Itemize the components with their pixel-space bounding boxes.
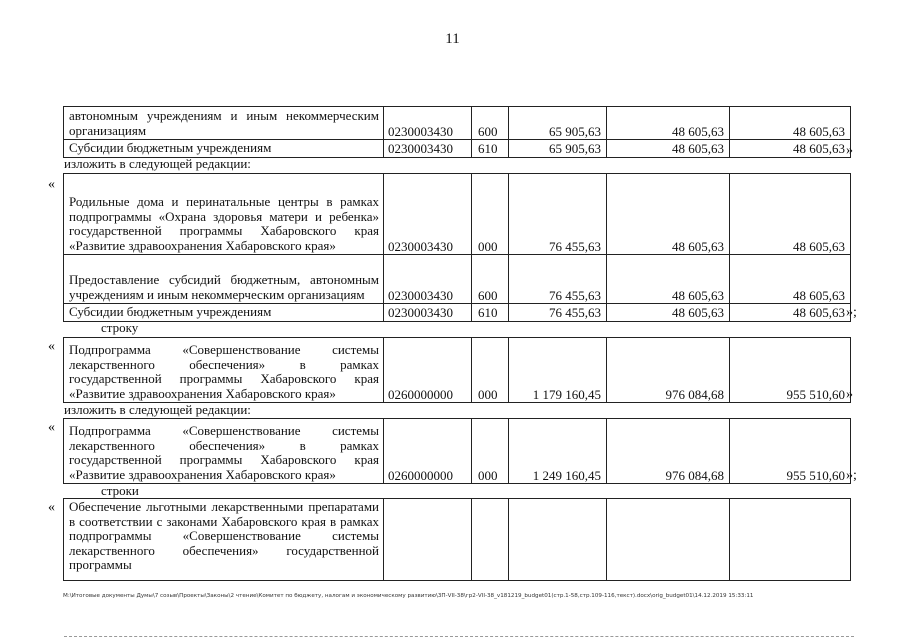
file-path-footer: М:\Итоговые документы Думы\7 созыв\Проекты\Законы\2 чтение\Комитет по бюджету, налогам и экономическому развитию\3П-VII-38\гр2-VII-38_v181219_budget01(стр.1-58,стр.109-116,текст).docx\orig_budget01\14.12.2019 15:33:11 [63,593,754,599]
budget-table-5 [63,498,851,581]
row-code: 0230003430 [384,107,472,140]
row-name: Субсидии бюджетным учреждениям [64,304,384,322]
row-code [384,499,472,581]
row-amount-1: 65 905,63 [509,107,607,140]
row-expense-type: 600 [472,255,509,304]
table-row [64,304,851,322]
row-amount-1 [509,499,607,581]
row-amount-2 [607,499,730,581]
budget-table-4 [63,418,851,484]
row-amount-2: 48 605,63 [607,107,730,140]
row-expense-type: 000 [472,338,509,403]
row-amount-3: 955 510,60 [730,338,851,403]
budget-table-2 [63,173,851,322]
row-amount-3: 48 605,63 [730,255,851,304]
row-code: 0230003430 [384,304,472,322]
table-row [64,174,851,255]
row-name: автономным учреждениям и иным некоммерческим организациям [64,107,384,140]
row-code: 0260000000 [384,338,472,403]
row-amount-1: 76 455,63 [509,304,607,322]
closing-quote: »; [846,305,857,320]
row-amount-1: 1 249 160,45 [509,419,607,484]
divider [64,636,854,637]
line-caption: строку [101,320,139,335]
row-name: Субсидии бюджетным учреждениям [64,140,384,158]
table-row [64,107,851,140]
opening-quote: « [48,500,55,515]
row-amount-1: 76 455,63 [509,174,607,255]
row-name: Подпрограмма «Совершенствование системы лекарственного обеспечения» в рамках государственной программы Хабаровского края «Развитие здравоохранения Хабаровского края» [64,419,384,484]
budget-table-3 [63,337,851,403]
row-expense-type: 610 [472,140,509,158]
row-amount-1: 65 905,63 [509,140,607,158]
opening-quote: « [48,177,55,192]
row-amount-2: 976 084,68 [607,419,730,484]
row-code: 0230003430 [384,255,472,304]
budget-table-1 [63,106,851,158]
row-code: 0230003430 [384,174,472,255]
row-amount-2: 48 605,63 [607,304,730,322]
page-number: 11 [445,31,460,47]
closing-quote: » [846,387,853,402]
closing-quote: »; [846,468,857,483]
row-amount-3: 48 605,63 [730,174,851,255]
table-row [64,499,851,581]
row-amount-3: 48 605,63 [730,140,851,158]
row-name: Подпрограмма «Совершенствование системы лекарственного обеспечения» в рамках государственной программы Хабаровского края «Развитие здравоохранения Хабаровского края» [64,338,384,403]
row-amount-2: 48 605,63 [607,140,730,158]
row-amount-2: 48 605,63 [607,174,730,255]
row-name: Обеспечение льготными лекарственными препаратами в соответствии с законами Хабаровского края в рамках подпрограммы «Совершенствование системы лекарственного обеспечения» государственной программы [64,499,384,581]
row-name: Родильные дома и перинатальные центры в рамках подпрограммы «Охрана здоровья матери и ребенка» государственной программы Хабаровского края «Развитие здравоохранения Хабаровского края» [64,174,384,255]
row-amount-1: 1 179 160,45 [509,338,607,403]
row-expense-type: 000 [472,174,509,255]
row-code: 0260000000 [384,419,472,484]
row-expense-type: 600 [472,107,509,140]
row-name: Предоставление субсидий бюджетным, автономным учреждениям и иным некоммерческим организациям [64,255,384,304]
row-amount-3: 48 605,63 [730,107,851,140]
row-expense-type: 000 [472,419,509,484]
row-expense-type [472,499,509,581]
row-code: 0230003430 [384,140,472,158]
row-amount-3: 955 510,60 [730,419,851,484]
row-amount-3: 48 605,63 [730,304,851,322]
row-amount-3 [730,499,851,581]
restate-caption: изложить в следующей редакции: [64,156,251,171]
closing-quote: » [846,143,853,158]
row-amount-1: 76 455,63 [509,255,607,304]
table-row [64,140,851,158]
line-caption: строки [101,483,139,498]
row-amount-2: 976 084,68 [607,338,730,403]
opening-quote: « [48,420,55,435]
row-amount-2: 48 605,63 [607,255,730,304]
restate-caption: изложить в следующей редакции: [64,402,251,417]
opening-quote: « [48,339,55,354]
table-row [64,419,851,484]
table-row [64,338,851,403]
table-row [64,255,851,304]
row-expense-type: 610 [472,304,509,322]
